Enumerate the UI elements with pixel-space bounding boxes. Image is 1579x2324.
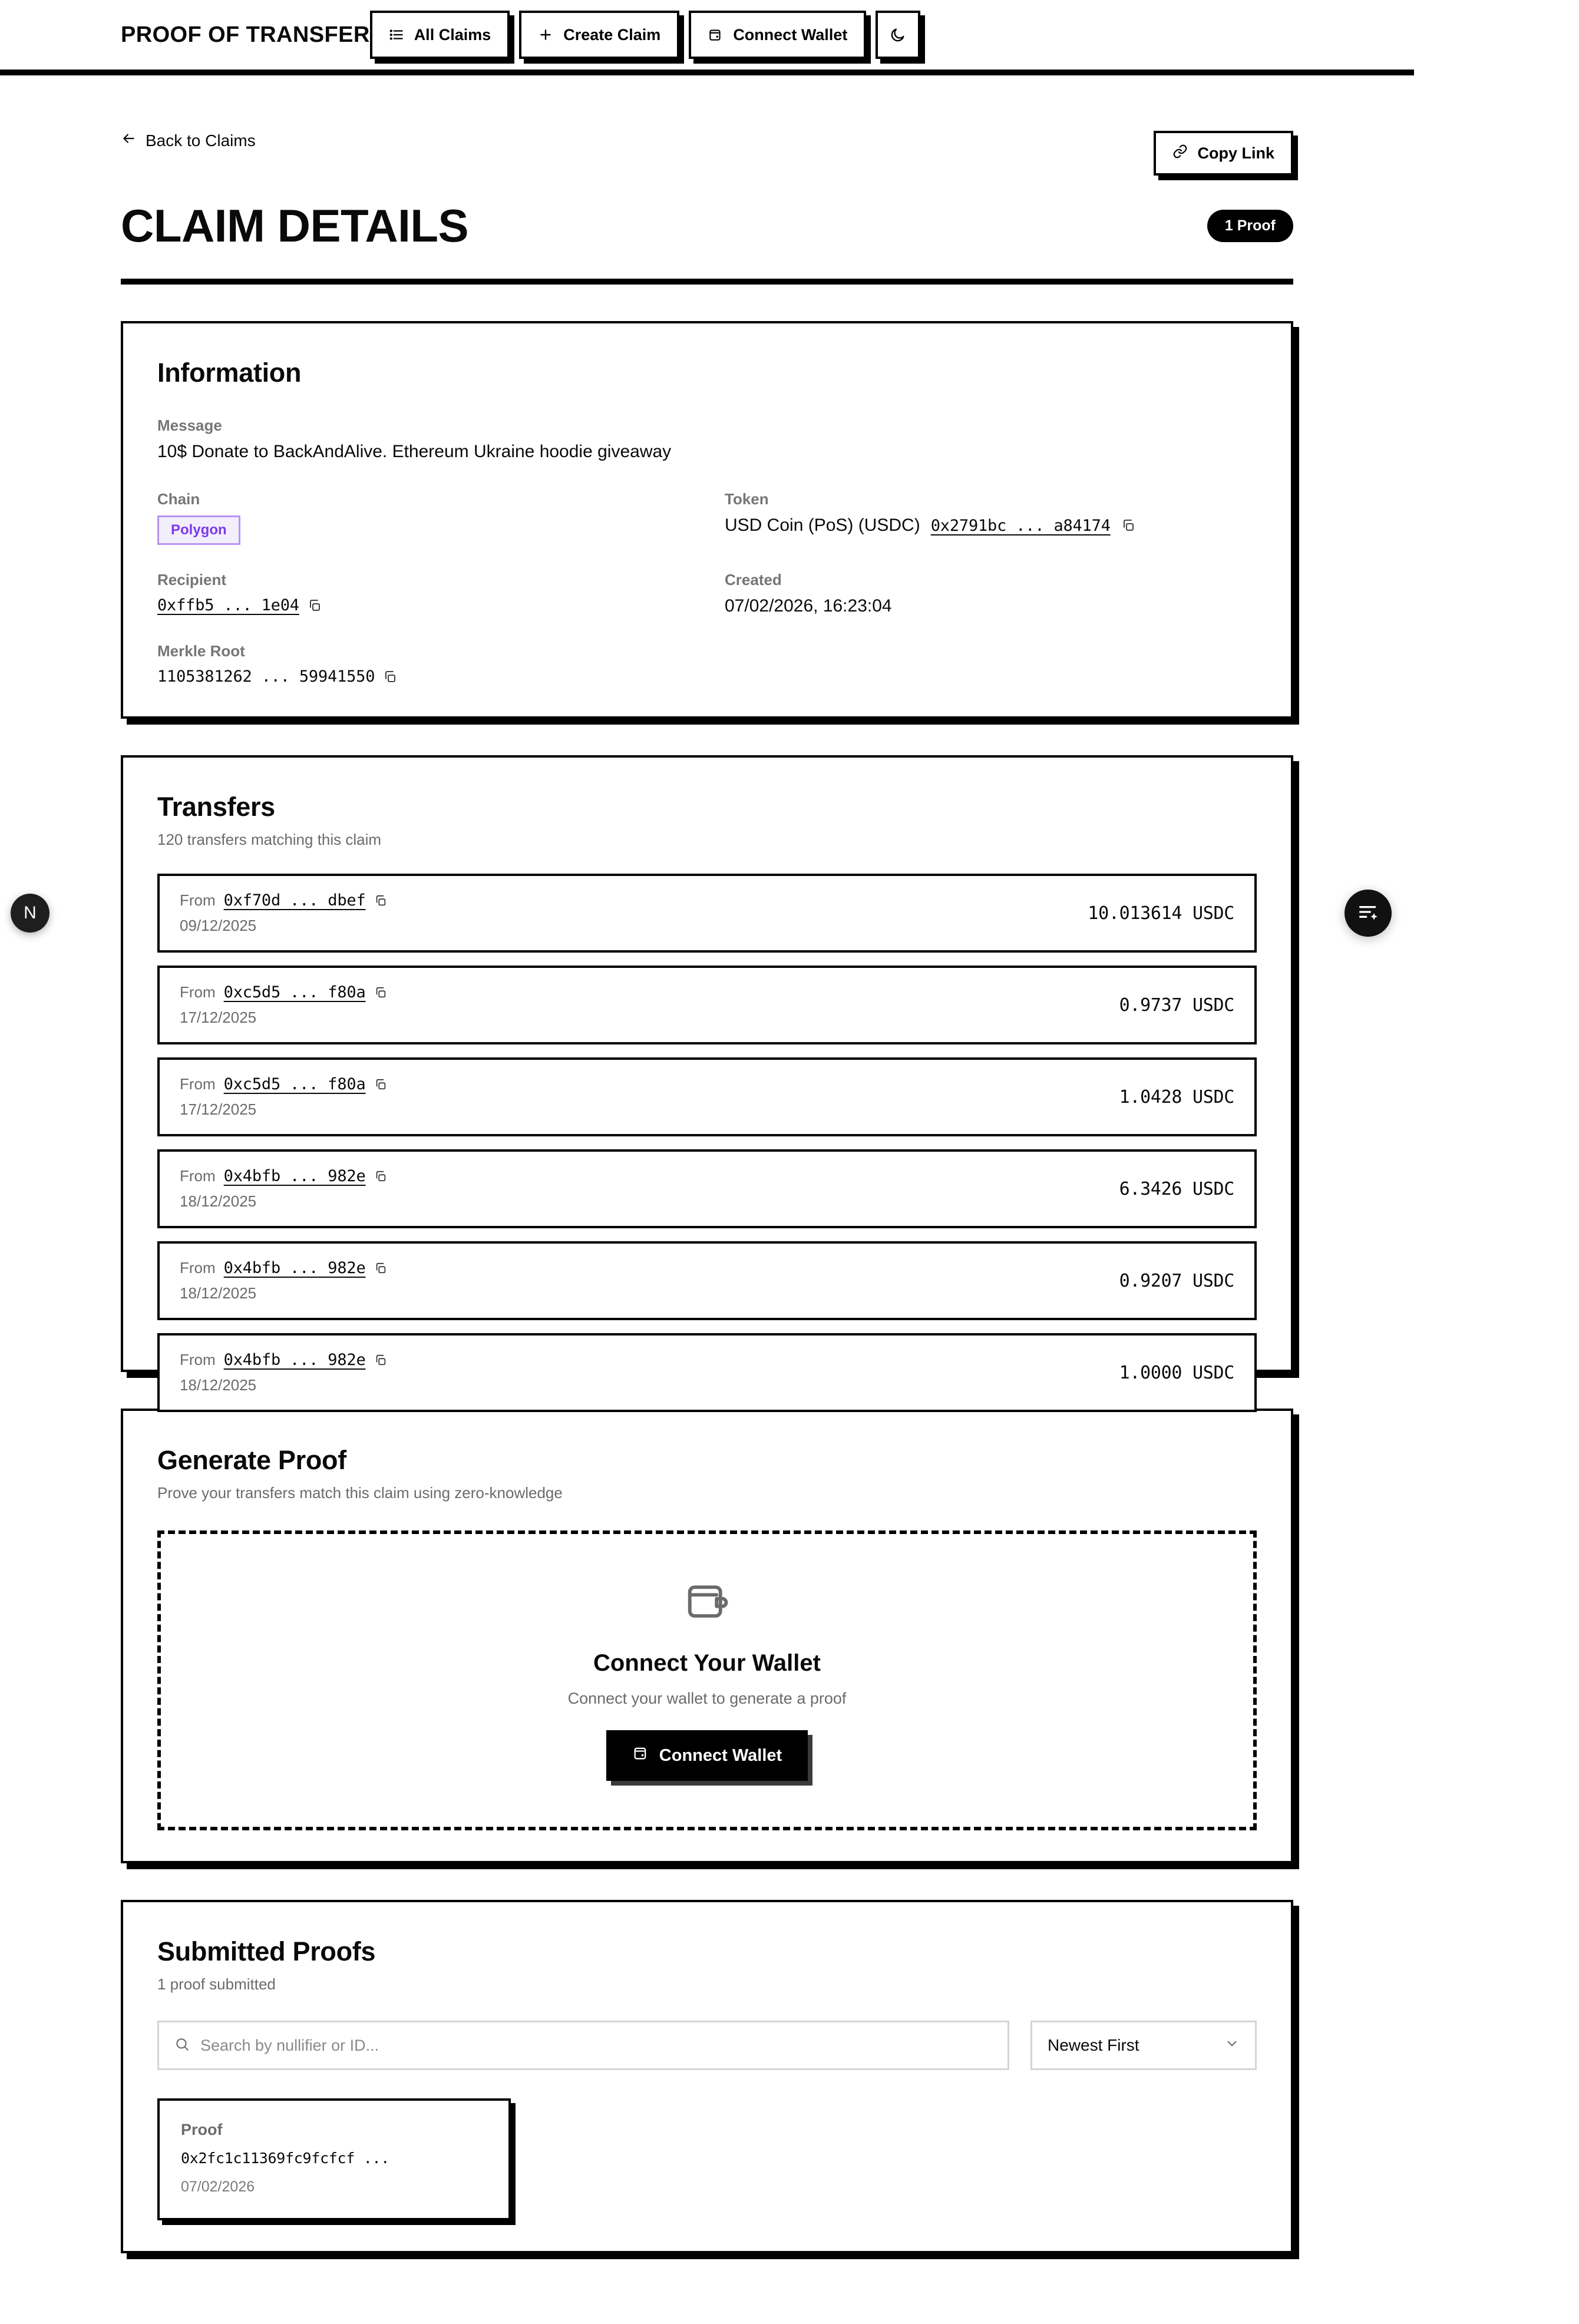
copy-icon[interactable]: [374, 1262, 387, 1275]
brand-logo: PROOF OF TRANSFER: [121, 22, 370, 47]
transfer-date: 17/12/2025: [180, 1009, 257, 1026]
transfers-list[interactable]: [157, 874, 1257, 1394]
copy-icon[interactable]: [374, 1078, 387, 1091]
from-label: From: [180, 1167, 216, 1185]
created-label: Created: [725, 571, 782, 589]
nav-connect-wallet-label: Connect Wallet: [733, 25, 848, 44]
transfer-date: 18/12/2025: [180, 1376, 257, 1394]
proof-card-label: Proof: [181, 2121, 223, 2138]
from-label: From: [180, 1351, 216, 1368]
assistant-fab-button[interactable]: [1345, 890, 1392, 937]
table-row[interactable]: [157, 1149, 1257, 1228]
copy-link-label: Copy Link: [1197, 144, 1274, 162]
transfers-card: [121, 755, 1293, 1394]
topbar: [121, 75, 1293, 176]
transfer-date: 18/12/2025: [180, 1192, 257, 1210]
search-icon: [174, 2037, 190, 2055]
from-label: From: [180, 891, 216, 909]
nav-create-claim-label: Create Claim: [563, 25, 661, 44]
transfer-address-link[interactable]: 0xf70d ... dbef: [223, 891, 366, 910]
recipient-label: Recipient: [157, 571, 227, 589]
transfer-address-link[interactable]: 0x4bfb ... 982e: [223, 1259, 366, 1277]
message-field: [157, 416, 1257, 462]
dev-indicator-badge[interactable]: [11, 894, 49, 933]
chevron-down-icon: [1224, 2036, 1240, 2055]
arrow-left-icon: [121, 131, 136, 150]
page-content: [0, 75, 1414, 2324]
search-field[interactable]: [157, 2021, 1009, 2070]
wallet-icon: [684, 1578, 730, 1627]
submitted-proofs-card: [121, 1900, 1293, 2253]
sort-select-value: Newest First: [1048, 2036, 1139, 2054]
table-row[interactable]: [157, 1057, 1257, 1136]
chain-badge: Polygon: [157, 515, 240, 545]
generate-proof-card: [121, 1409, 1293, 1863]
copy-icon[interactable]: [308, 599, 322, 613]
nav-all-claims-label: All Claims: [414, 25, 491, 44]
link-icon: [1172, 144, 1188, 163]
information-title: Information: [157, 358, 302, 388]
copy-icon[interactable]: [374, 986, 387, 999]
title-row: [121, 200, 1293, 252]
back-to-claims-link[interactable]: [121, 131, 256, 150]
list-icon: [389, 27, 404, 42]
proof-count-badge: 1 Proof: [1207, 210, 1293, 242]
transfer-amount: 10.013614 USDC: [1088, 903, 1234, 924]
page-title: CLAIM DETAILS: [121, 200, 469, 252]
from-label: From: [180, 983, 216, 1001]
proof-hash: 0x2fc1c11369fc9fcfcf ...: [181, 2150, 390, 2167]
merkle-root-value: 1105381262 ... 59941550: [157, 667, 375, 686]
nav-connect-wallet-button[interactable]: [689, 11, 866, 59]
bottom-spacer: [121, 2253, 1293, 2324]
theme-toggle-button[interactable]: [876, 11, 920, 59]
information-grid: [157, 490, 1257, 686]
transfer-date: 09/12/2025: [180, 917, 257, 934]
token-address-link[interactable]: 0x2791bc ... a84174: [930, 516, 1111, 535]
table-row[interactable]: [157, 1241, 1257, 1320]
nav-all-claims-button[interactable]: [370, 11, 510, 59]
plus-icon: [538, 27, 553, 42]
created-value: 07/02/2026, 16:23:04: [725, 596, 892, 616]
connect-wallet-label: Connect Wallet: [659, 1746, 782, 1765]
header-nav: [370, 11, 1579, 59]
transfer-amount: 1.0428 USDC: [1119, 1086, 1234, 1108]
from-label: From: [180, 1259, 216, 1277]
connect-wallet-button[interactable]: [606, 1730, 808, 1781]
copy-link-button[interactable]: [1154, 131, 1293, 176]
transfer-amount: 1.0000 USDC: [1119, 1362, 1234, 1383]
wallet-icon: [632, 1745, 649, 1766]
list-item[interactable]: [157, 2098, 511, 2220]
sparkle-list-icon: [1356, 900, 1380, 927]
transfer-amount: 0.9207 USDC: [1119, 1270, 1234, 1291]
transfers-title: Transfers: [157, 792, 275, 822]
generate-proof-subtitle: Prove your transfers match this claim using zero-knowledge: [157, 1484, 563, 1502]
created-field: [725, 571, 1257, 616]
proofs-controls: [157, 2021, 1257, 2070]
submitted-proofs-subtitle: 1 proof submitted: [157, 1975, 276, 1993]
message-label: Message: [157, 416, 222, 434]
nav-create-claim-button[interactable]: [519, 11, 679, 59]
back-to-claims-label: Back to Claims: [146, 131, 256, 150]
transfer-amount: 0.9737 USDC: [1119, 994, 1234, 1016]
table-row[interactable]: [157, 1333, 1257, 1412]
dev-indicator-label: N: [24, 903, 37, 923]
submitted-proofs-title: Submitted Proofs: [157, 1936, 376, 1966]
transfer-amount: 6.3426 USDC: [1119, 1178, 1234, 1199]
copy-icon[interactable]: [374, 894, 387, 907]
table-row[interactable]: [157, 874, 1257, 953]
copy-icon[interactable]: [374, 1170, 387, 1183]
table-row[interactable]: [157, 966, 1257, 1044]
information-card: [121, 321, 1293, 719]
dropzone-subtitle: Connect your wallet to generate a proof: [567, 1690, 847, 1707]
merkle-root-label: Merkle Root: [157, 642, 245, 660]
message-value: 10$ Donate to BackAndAlive. Ethereum Ukraine hoodie giveaway: [157, 442, 672, 461]
copy-icon[interactable]: [1121, 518, 1135, 533]
transfer-date: 18/12/2025: [180, 1284, 257, 1302]
merkle-root-field: [157, 642, 689, 686]
transfer-address-link[interactable]: 0xc5d5 ... f80a: [223, 983, 366, 1001]
token-field: [725, 490, 1257, 545]
transfers-subtitle: 120 transfers matching this claim: [157, 831, 382, 848]
wallet-icon: [708, 27, 723, 42]
chain-label: Chain: [157, 490, 200, 508]
chain-field: [157, 490, 689, 545]
token-label: Token: [725, 490, 769, 508]
site-header: [0, 0, 1414, 75]
from-label: From: [180, 1075, 216, 1093]
token-name: USD Coin (PoS) (USDC): [725, 515, 920, 535]
sort-select[interactable]: [1030, 2021, 1257, 2070]
transfer-address-link[interactable]: 0xc5d5 ... f80a: [223, 1075, 366, 1093]
copy-icon[interactable]: [383, 670, 397, 684]
transfer-address-link[interactable]: 0x4bfb ... 982e: [223, 1351, 366, 1369]
recipient-field: [157, 571, 689, 616]
search-input[interactable]: [200, 2037, 992, 2055]
transfer-date: 17/12/2025: [180, 1100, 257, 1118]
proof-date: 07/02/2026: [181, 2178, 255, 2195]
connect-wallet-dropzone: [157, 1530, 1257, 1830]
copy-icon[interactable]: [374, 1354, 387, 1367]
title-divider: [121, 279, 1293, 285]
dropzone-title: Connect Your Wallet: [593, 1650, 821, 1676]
transfer-address-link[interactable]: 0x4bfb ... 982e: [223, 1167, 366, 1185]
generate-proof-title: Generate Proof: [157, 1445, 346, 1475]
moon-icon: [890, 27, 906, 43]
recipient-address-link[interactable]: 0xffb5 ... 1e04: [157, 596, 299, 614]
